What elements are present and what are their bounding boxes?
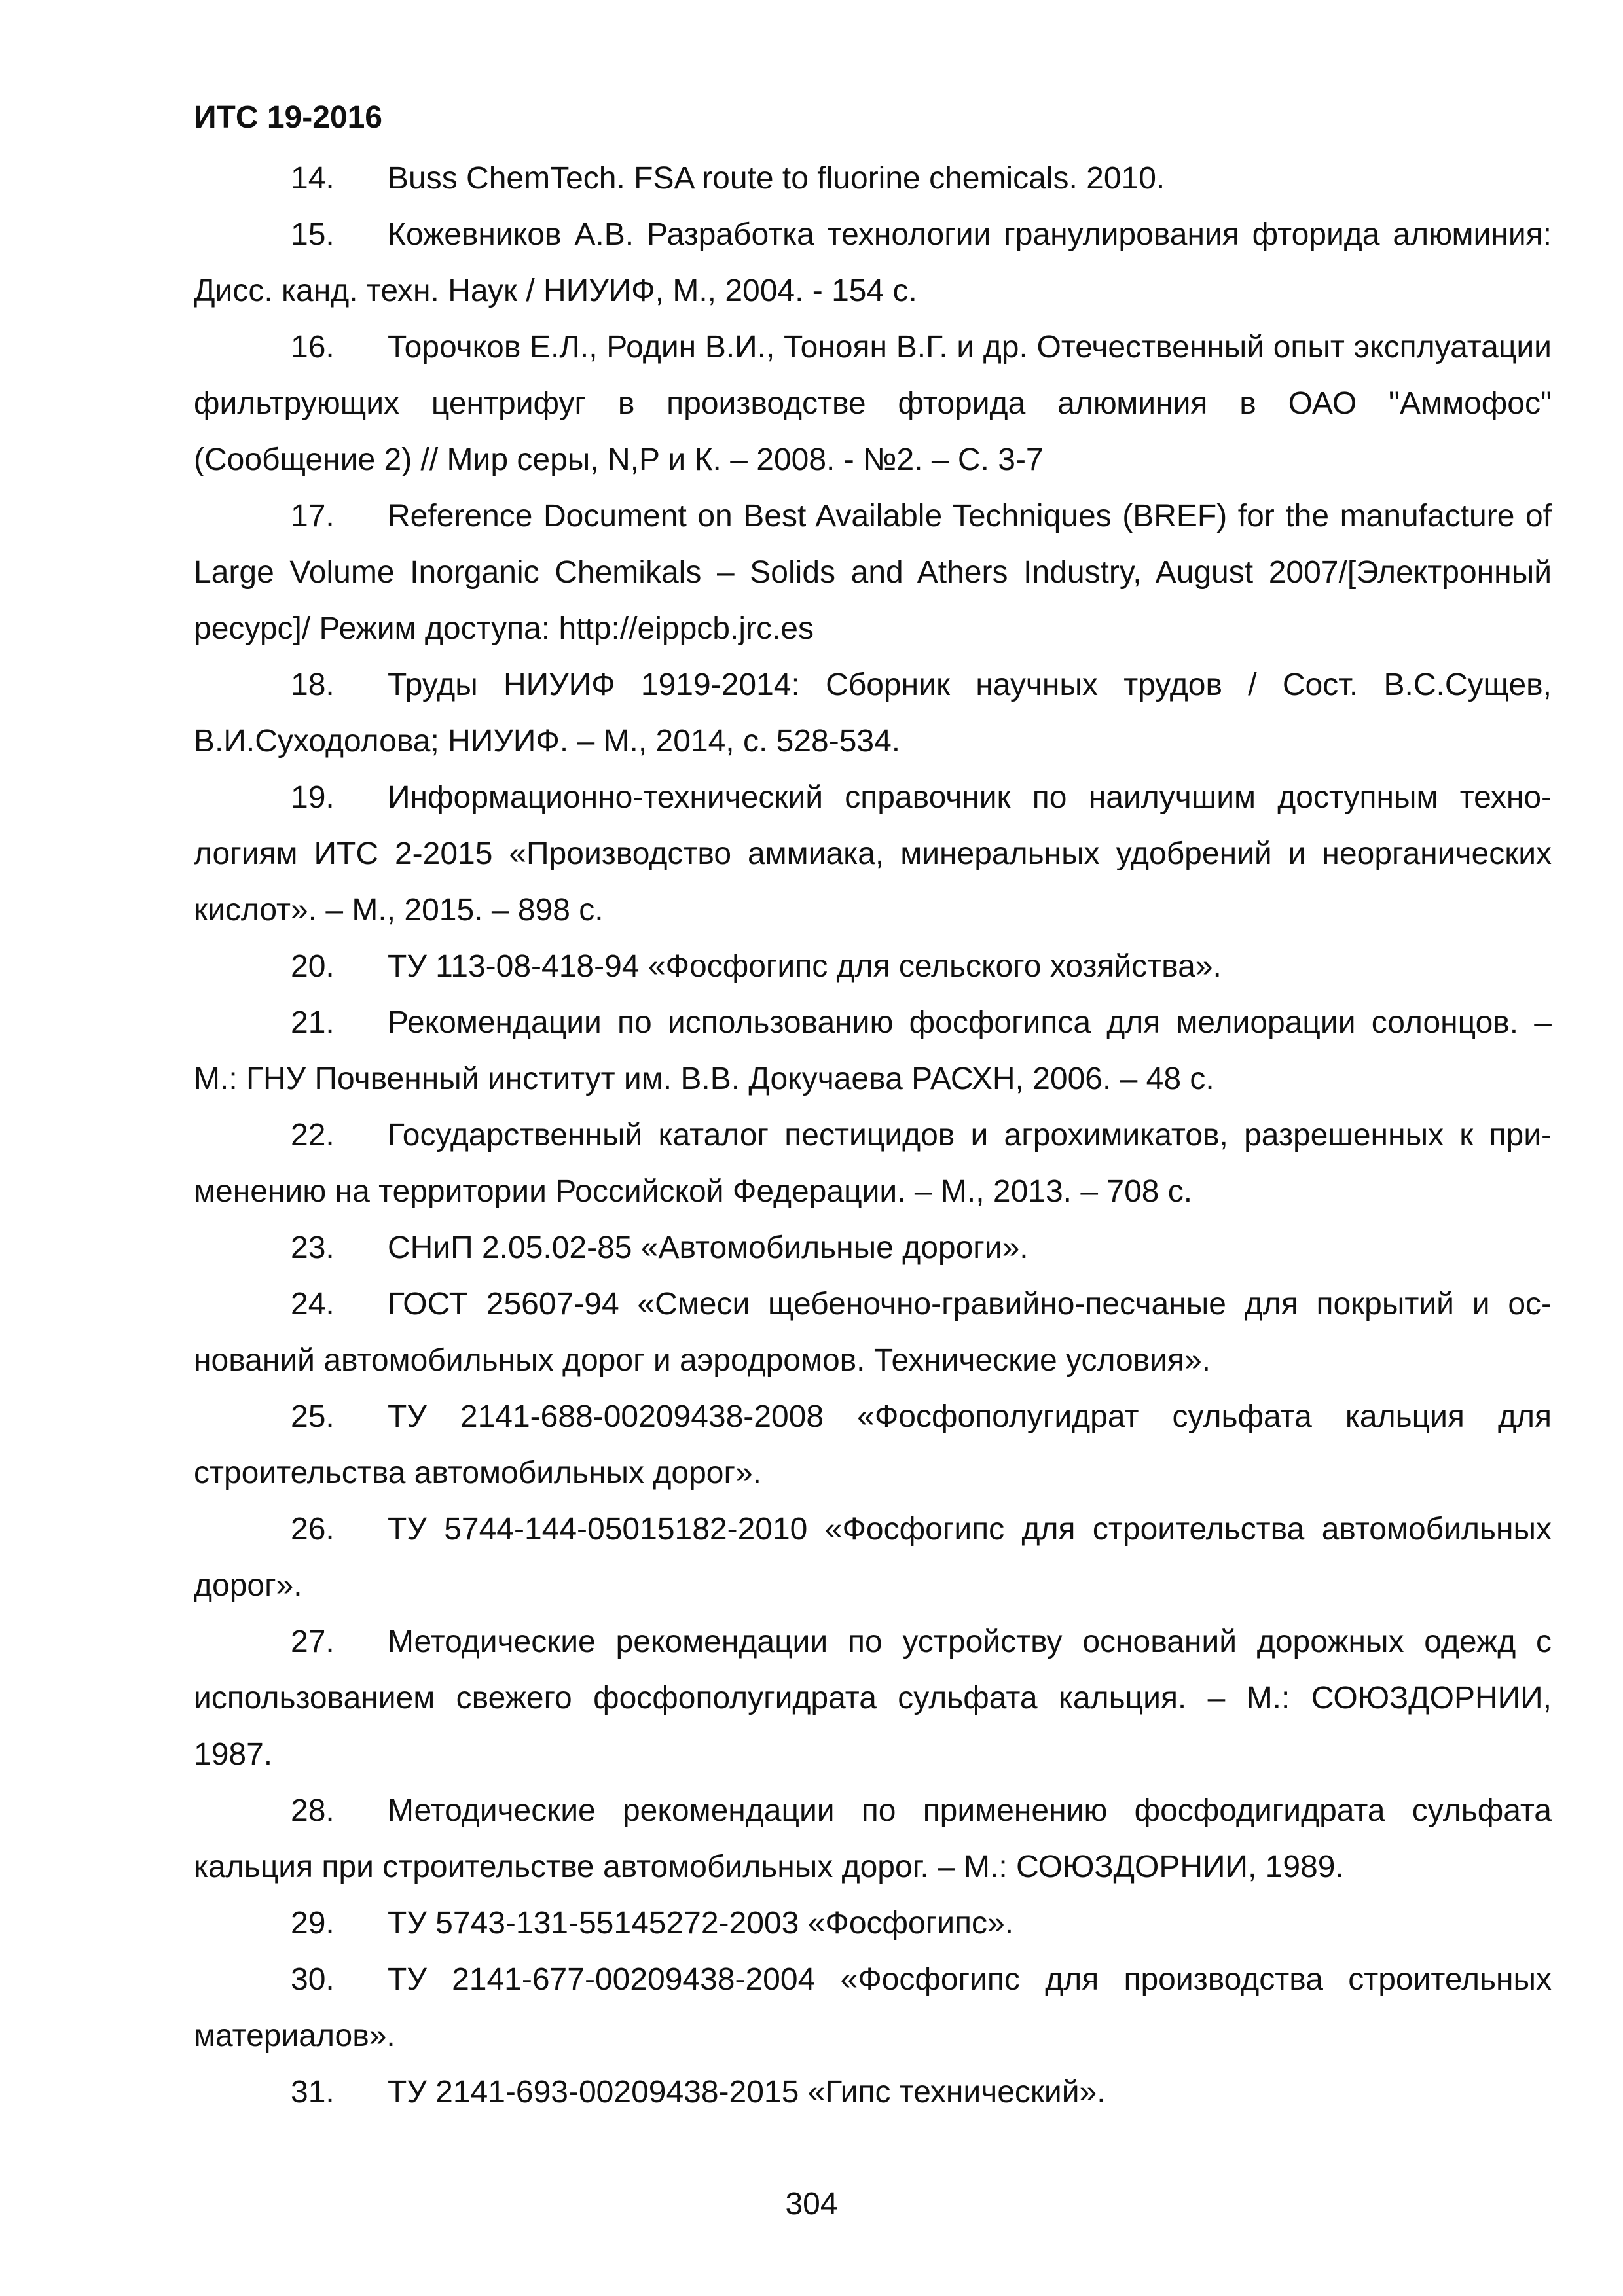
- reference-number: 21.: [291, 1005, 335, 1040]
- reference-text: ТУ 2141-677-00209438-2004 «Фосфогипс для производства строительных материалов».: [194, 1962, 1552, 2053]
- reference-number: 22.: [291, 1118, 335, 1153]
- reference-number: 14.: [291, 161, 335, 196]
- reference-text: Reference Document on Best Available Techniques (BREF) for the manufacture of Large Volume Inorganic Chemikals – Solids and Athers Industry, August 2007/[Электронный ресурс]/ Режим доступа: http://eippcb.jrc.es: [194, 499, 1552, 646]
- reference-text: Методические рекомендации по применению фосфодигидрата сульфата кальция при строительстве автомобильных дорог. – М.: СОЮЗДОРНИИ, 1989.: [194, 1793, 1552, 1884]
- reference-text: ГОСТ 25607-94 «Смеси щебеночно-гравийно-песчаные для покрытий и оснований автомобильных дорог и аэродромов. Технические условия».: [194, 1287, 1552, 1378]
- reference-item: [194, 207, 1552, 319]
- reference-number: 16.: [291, 330, 335, 365]
- reference-number: 25.: [291, 1399, 335, 1434]
- reference-text: Информационно-технический справочник по наилучшим доступным технологиям ИТС 2-2015 «Производство аммиака, минеральных удобрений и неорганических кислот». – М., 2015. – 898 с.: [194, 780, 1552, 927]
- reference-number: 18.: [291, 668, 335, 702]
- reference-text: Методические рекомендации по устройству оснований дорожных одежд с использованием свежего фосфополугидрата сульфата кальция. – М.: СОЮЗДОРНИИ, 1987.: [194, 1624, 1552, 1772]
- reference-text: Труды НИУИФ 1919-2014: Сборник научных трудов / Сост. В.С.Сущев, В.И.Суходолова; НИУИФ. – М., 2014, с. 528-534.: [194, 668, 1552, 759]
- reference-number: 20.: [291, 949, 335, 984]
- reference-item: [194, 2064, 1552, 2121]
- reference-item: [194, 488, 1552, 657]
- reference-item: [194, 1614, 1552, 1783]
- reference-text: ТУ 5744-144-05015182-2010 «Фосфогипс для строительства автомобильных дорог».: [194, 1512, 1552, 1603]
- reference-item: [194, 995, 1552, 1107]
- reference-text: ТУ 113-08-418-94 «Фосфогипс для сельского хозяйства».: [388, 949, 1222, 984]
- reference-item: [194, 1389, 1552, 1501]
- reference-number: 19.: [291, 780, 335, 815]
- reference-list: [194, 151, 1552, 2121]
- reference-text: ТУ 2141-693-00209438-2015 «Гипс технический».: [388, 2075, 1106, 2109]
- page-number: 304: [785, 2187, 838, 2221]
- reference-number: 27.: [291, 1624, 335, 1659]
- reference-item: [194, 1107, 1552, 1220]
- reference-number: 17.: [291, 499, 335, 533]
- reference-number: 29.: [291, 1906, 335, 1941]
- reference-number: 26.: [291, 1512, 335, 1547]
- reference-item: [194, 657, 1552, 770]
- reference-text: Кожевников А.В. Разработка технологии гранулирования фторида алюминия: Дисс. канд. техн. Наук / НИУИФ, М., 2004. - 154 с.: [194, 217, 1552, 308]
- reference-item: [194, 319, 1552, 488]
- document-code-header: ИТС 19-2016: [194, 100, 382, 135]
- reference-text: ТУ 2141-688-00209438-2008 «Фосфополугидрат сульфата кальция для строительства автомобильных дорог».: [194, 1399, 1552, 1490]
- reference-item: [194, 939, 1552, 995]
- reference-text: ТУ 5743-131-55145272-2003 «Фосфогипс».: [388, 1906, 1014, 1941]
- reference-text: СНиП 2.05.02-85 «Автомобильные дороги».: [388, 1230, 1029, 1265]
- reference-text: Рекомендации по использованию фосфогипса для мелиорации солонцов. – М.: ГНУ Почвенный институт им. В.В. Докучаева РАСХН, 2006. – 48 с.: [194, 1005, 1552, 1096]
- reference-item: [194, 1895, 1552, 1952]
- reference-item: [194, 1501, 1552, 1614]
- reference-item: [194, 1952, 1552, 2064]
- reference-item: [194, 1220, 1552, 1276]
- reference-number: 24.: [291, 1287, 335, 1321]
- reference-number: 31.: [291, 2075, 335, 2109]
- reference-number: 28.: [291, 1793, 335, 1828]
- reference-item: [194, 1276, 1552, 1389]
- reference-text: Торочков Е.Л., Родин В.И., Тоноян В.Г. и др. Отечественный опыт эксплуатации фильтрующих центрифуг в производстве фторида алюминия в ОАО "Аммофос" (Сообщение 2) // Мир серы, N,P и К. – 2008. - №2. – С. 3-7: [194, 330, 1552, 477]
- reference-item: [194, 1783, 1552, 1895]
- reference-number: 30.: [291, 1962, 335, 1997]
- reference-item: [194, 770, 1552, 939]
- reference-number: 23.: [291, 1230, 335, 1265]
- reference-number: 15.: [291, 217, 335, 252]
- reference-text: Государственный каталог пестицидов и агрохимикатов, разрешенных к применению на территории Российской Федерации. – М., 2013. – 708 с.: [194, 1118, 1552, 1209]
- reference-item: [194, 151, 1552, 207]
- reference-text: Buss ChemTech. FSA route to fluorine chemicals. 2010.: [388, 161, 1165, 196]
